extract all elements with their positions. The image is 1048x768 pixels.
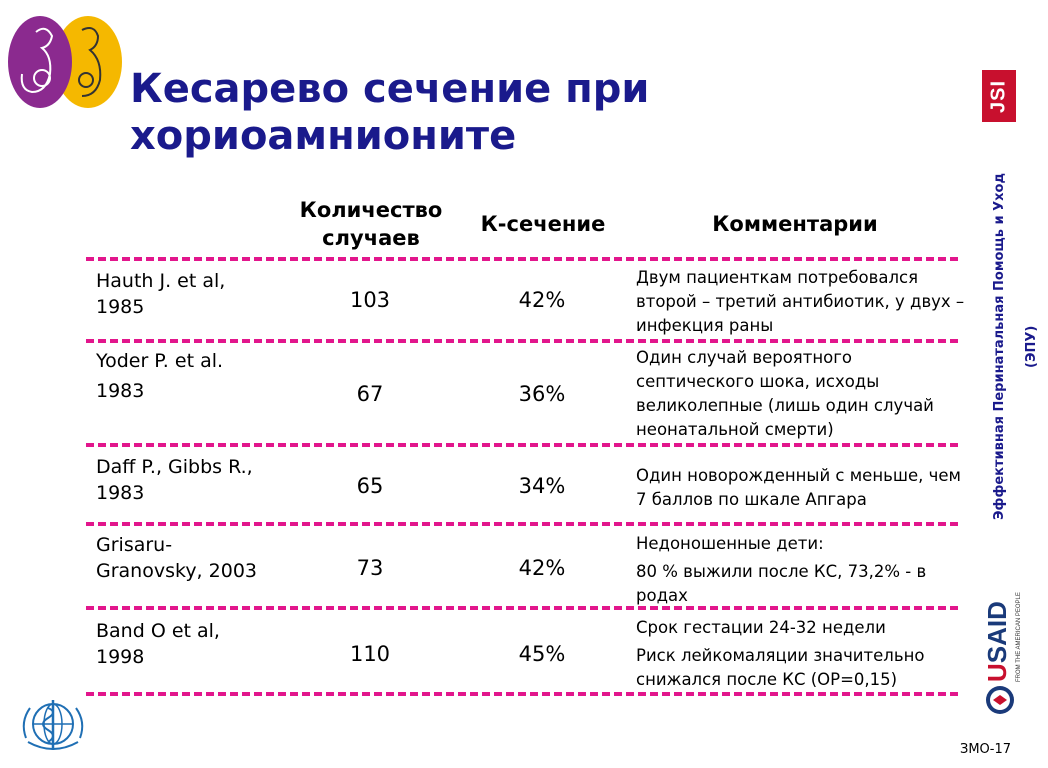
title-line-2: хориоамнионите: [130, 113, 517, 159]
jsi-logo: JSI: [982, 70, 1016, 122]
comment-text: [636, 616, 966, 692]
cesarean-value: 45%: [518, 642, 566, 666]
table-row-author: [96, 618, 296, 670]
usaid-logo-icon: [976, 578, 1024, 718]
author-line: Hauth J. et al,: [96, 270, 226, 292]
page-title: [130, 66, 890, 160]
cesarean-value: 36%: [518, 382, 566, 406]
cesarean-value: 42%: [518, 288, 566, 312]
program-side-label: Эффективная Перинатальная Помощь и Уход (ЭПУ): [992, 173, 1039, 521]
table-row-author: [96, 454, 296, 506]
cesarean-value: 34%: [518, 474, 566, 498]
header-cases: Количество случаев: [299, 198, 443, 250]
header-comments: Комментарии: [712, 212, 878, 236]
author-year: 1998: [96, 646, 145, 668]
author-line: Yoder P. et al.: [96, 350, 224, 372]
comment-text: [636, 532, 966, 608]
table-row-author: [96, 532, 296, 584]
author-line: Daff P., Gibbs R.,: [96, 456, 253, 478]
usaid-tagline: FROM THE AMERICAN PEOPLE: [1016, 592, 1022, 682]
row-divider: [86, 443, 958, 447]
author-line: Grisaru-: [96, 534, 173, 556]
author-line: Band O et al,: [96, 620, 220, 642]
cases-value: 110: [349, 642, 391, 666]
cases-value: 73: [356, 556, 384, 580]
usaid-logo-text: USAID: [982, 601, 1012, 682]
comment-line: Недоношенные дети:: [636, 534, 824, 553]
author-year: 1983: [96, 482, 145, 504]
row-divider: [86, 339, 958, 343]
cesarean-value: 42%: [518, 556, 566, 580]
who-emblem-icon: [18, 694, 88, 758]
comment-text: Один новорожденный с меньше, чем 7 баллов по шкале Апгара: [636, 466, 961, 509]
row-divider: [86, 257, 958, 261]
cases-value: 67: [356, 382, 384, 406]
slide-number: ЗМО-17: [960, 742, 1012, 757]
title-line-1: Кесарево сечение при: [130, 66, 650, 112]
comment-line: Срок гестации 24-32 недели: [636, 618, 886, 637]
table-row-author: [96, 348, 296, 404]
header-cesarean: К-сечение: [480, 212, 606, 236]
maternal-logo-icon: [6, 10, 122, 110]
comment-line: Риск лейкомаляции значительно снижался после КС (ОР=0,15): [636, 646, 925, 689]
comment-text: Один случай вероятного септического шока, исходы великолепные (лишь один случай неонатальной смерти): [636, 348, 934, 439]
comment-line: 80 % выжили после КС, 73,2% - в родах: [636, 562, 927, 605]
author-year: Granovsky, 2003: [96, 560, 257, 582]
author-year: 1983: [96, 380, 145, 402]
row-divider: [86, 692, 958, 696]
table-row-author: [96, 268, 296, 320]
author-year: 1985: [96, 296, 145, 318]
cases-value: 65: [356, 474, 384, 498]
cases-value: 103: [349, 288, 391, 312]
comment-text: Двум пациенткам потребовался второй – третий антибиотик, у двух – инфекция раны: [636, 268, 965, 335]
row-divider: [86, 522, 958, 526]
